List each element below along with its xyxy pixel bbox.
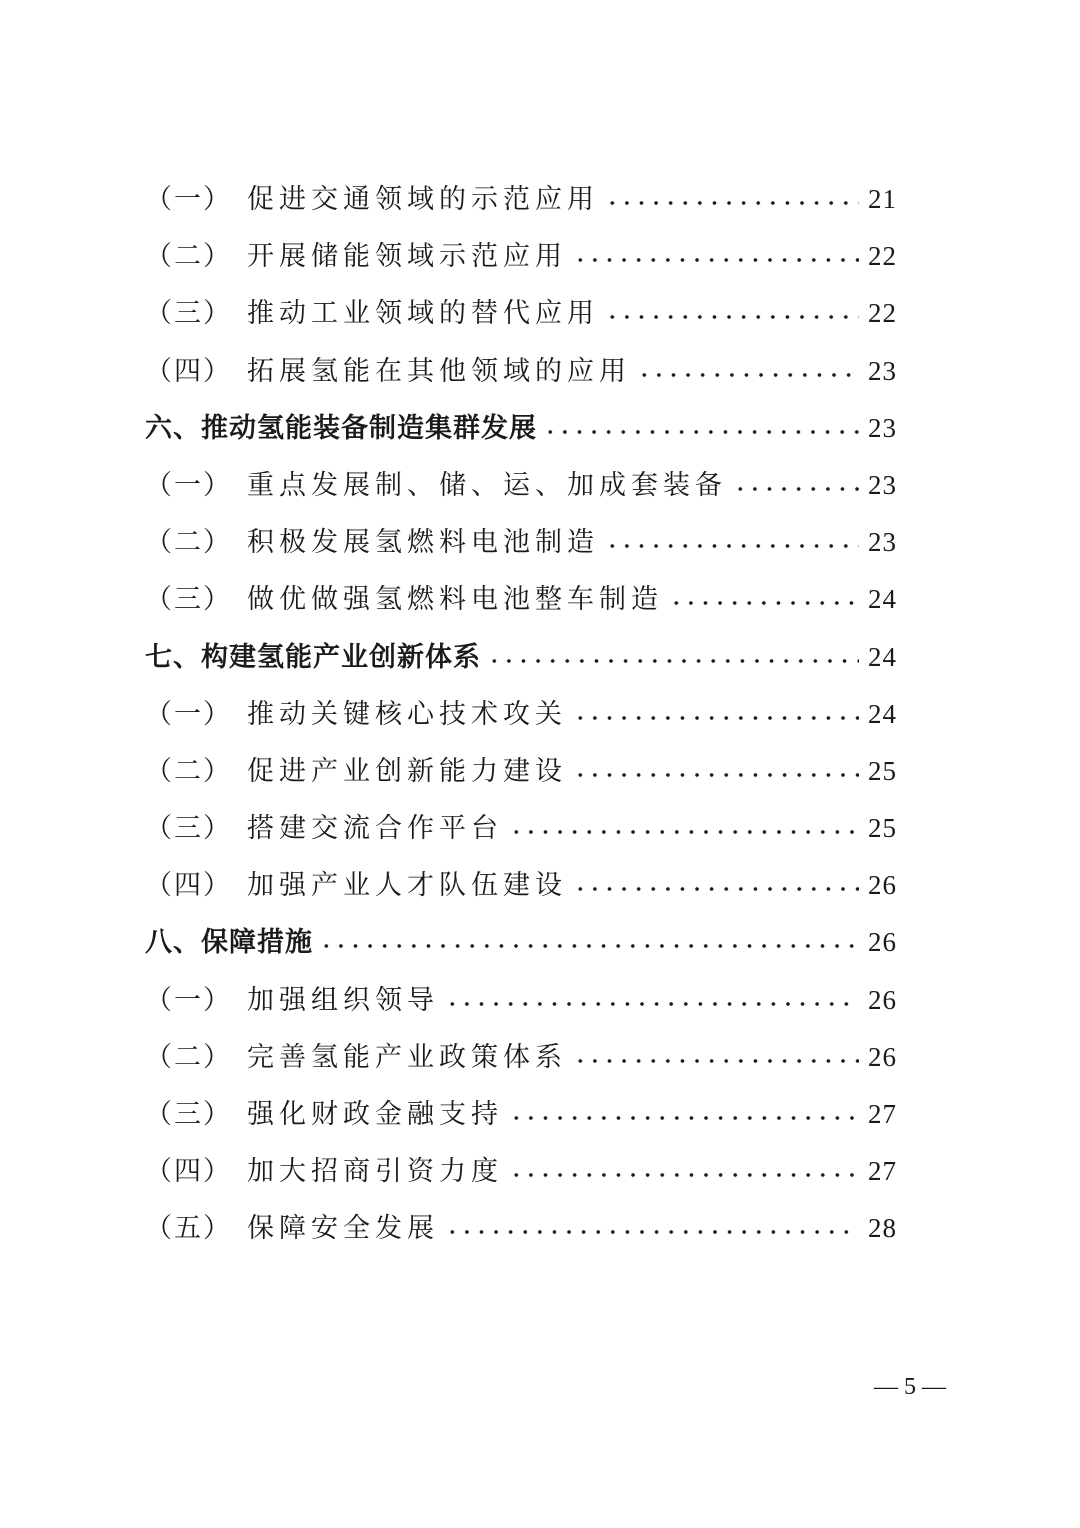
toc-leader-dots	[573, 713, 859, 723]
toc-leader-dots	[669, 598, 859, 608]
toc-entry[interactable]	[145, 692, 897, 749]
toc-chapter-entry[interactable]	[145, 406, 897, 463]
toc-entry-page: 22	[868, 241, 897, 272]
toc-chapter-entry[interactable]	[145, 920, 897, 977]
toc-leader-dots	[605, 541, 859, 551]
toc-leader-dots	[605, 198, 859, 208]
toc-entry-page: 22	[868, 298, 897, 329]
toc-entry-page: 23	[868, 469, 897, 500]
toc-entry-page: 23	[868, 412, 897, 443]
toc-entry-number: （二）	[145, 527, 232, 559]
toc-entry-title: 加强产业人才队伍建设	[247, 870, 567, 902]
toc-entry-page: 26	[868, 870, 897, 901]
toc-leader-dots	[573, 1056, 859, 1066]
toc-entry-title: 加大招商引资力度	[247, 1156, 503, 1188]
toc-entry-number: （四）	[145, 870, 232, 902]
toc-entry-title: 完善氢能产业政策体系	[247, 1041, 567, 1073]
toc-entry-page: 21	[868, 184, 897, 214]
toc-leader-dots	[573, 255, 859, 265]
toc-leader-dots	[605, 312, 859, 322]
toc-entry[interactable]	[145, 177, 897, 234]
toc-leader-dots	[573, 884, 859, 894]
toc-chapter-entry[interactable]	[145, 635, 897, 692]
toc-chapter-title: 八、保障措施	[145, 927, 313, 959]
toc-leader-dots	[573, 770, 859, 780]
toc-entry-page: 25	[868, 813, 897, 844]
toc-entry-number: （三）	[145, 584, 232, 616]
toc-entry-title: 推动工业领域的替代应用	[247, 298, 599, 330]
toc-entry-page: 26	[868, 984, 897, 1015]
toc-entry-page: 24	[868, 698, 897, 729]
table-of-contents	[145, 177, 897, 1264]
toc-entry[interactable]	[145, 978, 897, 1035]
toc-entry-number: （一）	[145, 469, 232, 501]
toc-entry[interactable]	[145, 1035, 897, 1092]
toc-entry-number: （三）	[145, 1099, 232, 1130]
toc-entry-page: 25	[868, 755, 897, 786]
toc-leader-dots	[445, 1227, 859, 1237]
toc-entry[interactable]	[145, 234, 897, 291]
toc-entry-title: 促进产业创新能力建设	[247, 755, 567, 787]
toc-entry-number: （二）	[145, 241, 232, 273]
toc-entry-title: 搭建交流合作平台	[247, 813, 503, 845]
toc-leader-dots	[509, 1170, 859, 1180]
toc-entry[interactable]	[145, 520, 897, 577]
toc-entry[interactable]	[145, 863, 897, 920]
toc-entry[interactable]	[145, 749, 897, 806]
page-number: — 5 —	[874, 1374, 946, 1400]
toc-entry-number: （二）	[145, 755, 232, 787]
toc-entry-number: （一）	[145, 184, 232, 215]
toc-entry-title: 做优做强氢燃料电池整车制造	[247, 584, 663, 616]
toc-entry-page: 28	[868, 1213, 897, 1244]
toc-entry-title: 重点发展制、储、运、加成套装备	[247, 469, 727, 501]
toc-leader-dots	[509, 827, 859, 837]
toc-leader-dots	[445, 999, 859, 1009]
toc-entry-title: 强化财政金融支持	[247, 1099, 503, 1130]
toc-entry-title: 拓展氢能在其他领域的应用	[247, 355, 631, 387]
toc-leader-dots	[319, 941, 859, 951]
toc-entry[interactable]	[145, 1206, 897, 1263]
toc-entry-number: （四）	[145, 1156, 232, 1188]
toc-entry-title: 开展储能领域示范应用	[247, 241, 567, 273]
toc-entry-number: （一）	[145, 984, 232, 1016]
toc-entry-number: （四）	[145, 355, 232, 387]
toc-entry[interactable]	[145, 1149, 897, 1206]
toc-entry[interactable]	[145, 1092, 897, 1149]
toc-entry[interactable]	[145, 349, 897, 406]
toc-entry-title: 加强组织领导	[247, 984, 439, 1016]
toc-entry-page: 23	[868, 355, 897, 386]
toc-entry-page: 27	[868, 1156, 897, 1187]
toc-entry[interactable]	[145, 463, 897, 520]
toc-chapter-title: 六、推动氢能装备制造集群发展	[145, 412, 537, 444]
toc-entry-title: 推动关键核心技术攻关	[247, 698, 567, 730]
toc-entry[interactable]	[145, 806, 897, 863]
toc-entry-title: 促进交通领域的示范应用	[247, 184, 599, 215]
toc-leader-dots	[487, 656, 859, 666]
toc-leader-dots	[733, 484, 859, 494]
toc-entry-title: 保障安全发展	[247, 1213, 439, 1245]
toc-entry[interactable]	[145, 291, 897, 348]
toc-entry-page: 24	[868, 641, 897, 672]
toc-leader-dots	[637, 370, 859, 380]
toc-leader-dots	[509, 1113, 859, 1123]
toc-entry-number: （二）	[145, 1041, 232, 1073]
toc-entry-page: 26	[868, 1041, 897, 1072]
toc-chapter-title: 七、构建氢能产业创新体系	[145, 641, 481, 673]
toc-entry-number: （三）	[145, 813, 232, 845]
toc-entry-number: （三）	[145, 298, 232, 330]
toc-entry-page: 24	[868, 584, 897, 615]
toc-leader-dots	[543, 427, 859, 437]
toc-entry[interactable]	[145, 577, 897, 634]
toc-entry-page: 26	[868, 927, 897, 958]
toc-entry-number: （一）	[145, 698, 232, 730]
toc-entry-title: 积极发展氢燃料电池制造	[247, 527, 599, 559]
toc-entry-number: （五）	[145, 1213, 232, 1245]
toc-entry-page: 27	[868, 1099, 897, 1129]
toc-entry-page: 23	[868, 527, 897, 558]
